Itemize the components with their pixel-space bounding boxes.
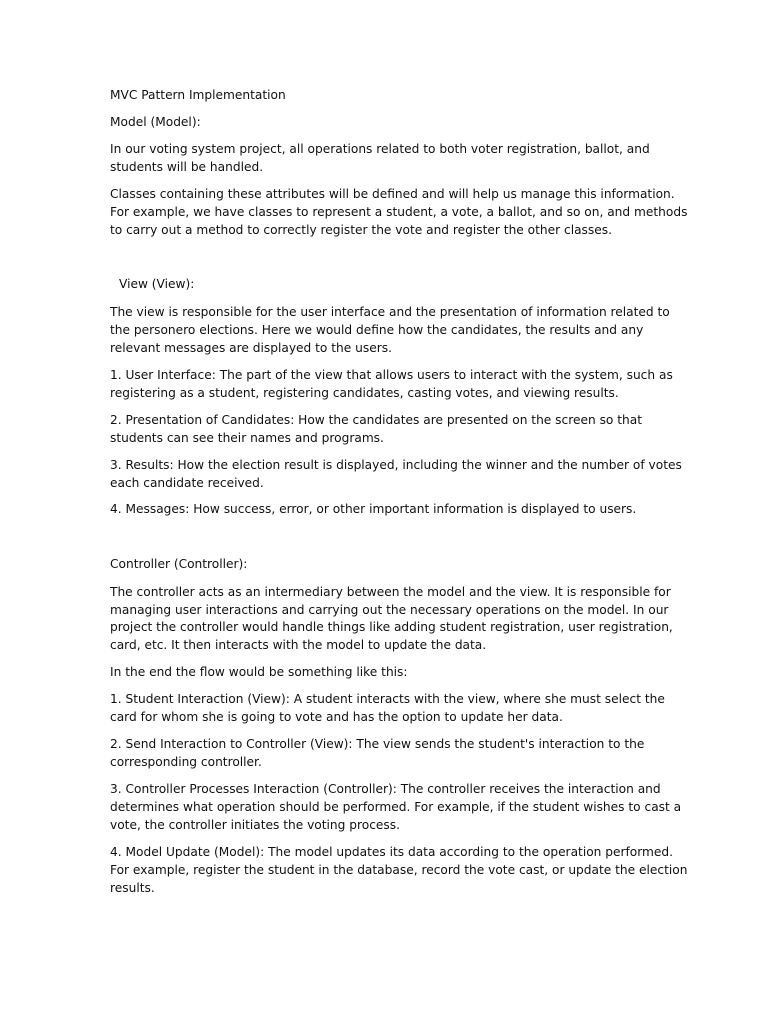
- paragraph-line: card for whom she is going to vote and has the option to update her data.: [110, 710, 563, 724]
- paragraph-line: Classes containing these attributes will be defined and will help us manage this information.: [110, 187, 675, 201]
- paragraph-line: 4. Model Update (Model): The model updates its data according to the operation performed.: [110, 845, 674, 859]
- paragraph-line: For example, register the student in the database, record the vote cast, or update the election: [110, 863, 688, 877]
- paragraph-line: results.: [110, 881, 155, 895]
- paragraph-line: relevant messages are displayed to the users.: [110, 341, 392, 355]
- paragraph-line: registering as a student, registering candidates, casting votes, and viewing results.: [110, 386, 619, 400]
- flow-intro: In the end the flow would be something like this:: [110, 665, 408, 679]
- paragraph-line: corresponding controller.: [110, 755, 262, 769]
- paragraph-line: 2. Send Interaction to Controller (View): The view sends the student's interaction to the: [110, 737, 645, 751]
- paragraph-line: project the controller would handle things like adding student registration, user registration,: [110, 620, 673, 634]
- document-title: MVC Pattern Implementation: [110, 88, 286, 102]
- paragraph-line: card, etc. It then interacts with the model to update the data.: [110, 638, 487, 652]
- paragraph-line: For example, we have classes to represent a student, a vote, a ballot, and so on, and methods: [110, 205, 688, 219]
- paragraph-line: 1. Student Interaction (View): A student interacts with the view, where she must select the: [110, 692, 665, 706]
- model-heading: Model (Model):: [110, 115, 201, 129]
- paragraph-line: 1. User Interface: The part of the view that allows users to interact with the system, such as: [110, 368, 673, 382]
- paragraph-line: 3. Controller Processes Interaction (Controller): The controller receives the interaction and: [110, 782, 661, 796]
- paragraph-line: 2. Presentation of Candidates: How the candidates are presented on the screen so that: [110, 413, 642, 427]
- paragraph-line: 4. Messages: How success, error, or other important information is displayed to users.: [110, 502, 637, 516]
- paragraph-line: managing user interactions and carrying out the necessary operations on the model. In our: [110, 603, 669, 617]
- paragraph-line: to carry out a method to correctly register the vote and register the other classes.: [110, 223, 612, 237]
- controller-heading: Controller (Controller):: [110, 557, 248, 571]
- paragraph-line: the personero elections. Here we would define how the candidates, the results and any: [110, 323, 644, 337]
- paragraph-line: In our voting system project, all operations related to both voter registration, ballot, and: [110, 142, 650, 156]
- paragraph-line: each candidate received.: [110, 476, 264, 490]
- paragraph-line: 3. Results: How the election result is displayed, including the winner and the number of votes: [110, 458, 682, 472]
- paragraph-line: The controller acts as an intermediary between the model and the view. It is responsible for: [110, 585, 671, 599]
- paragraph-line: students will be handled.: [110, 160, 264, 174]
- paragraph-line: vote, the controller initiates the voting process.: [110, 818, 400, 832]
- paragraph-line: students can see their names and programs.: [110, 431, 384, 445]
- view-heading: View (View):: [119, 277, 195, 291]
- paragraph-line: The view is responsible for the user interface and the presentation of information related to: [110, 305, 670, 319]
- paragraph-line: determines what operation should be performed. For example, if the student wishes to cast a: [110, 800, 682, 814]
